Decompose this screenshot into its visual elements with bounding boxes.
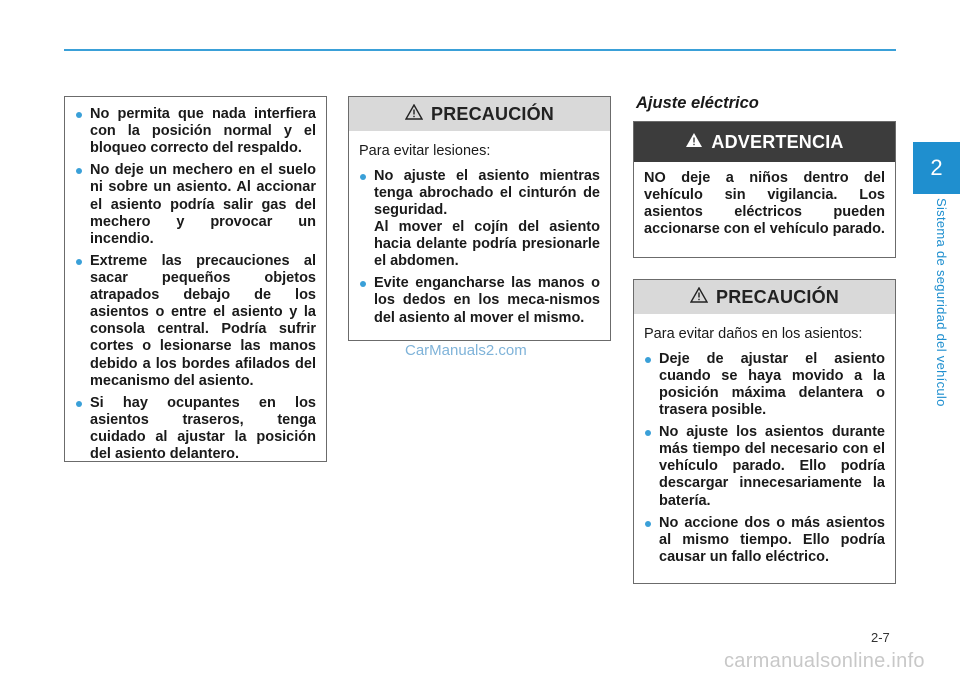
list-item: Si hay ocupantes en los asientos traseros, tenga cuidado al ajustar la posición del asiento delantero. — [75, 395, 316, 463]
watermark-carmanuals2: CarManuals2.com — [405, 342, 527, 359]
warning-header — [634, 122, 895, 162]
caution-triangle-icon — [690, 287, 708, 308]
warning-text: NO deje a niños dentro del vehículo sin vigilancia. Los asientos eléctricos pueden accionarse con el vehículo parado. — [644, 170, 885, 238]
section-title: Ajuste eléctrico — [636, 94, 759, 112]
caution-box-injuries — [348, 96, 611, 341]
caution-box-seats — [633, 279, 896, 584]
caution-intro: Para evitar lesiones: — [359, 143, 491, 159]
list-item: Extreme las precauciones al sacar pequeños objetos atrapados debajo de los asientos o entre el asiento y la consola central. Podría sufrir cortes o lesionarse las manos debido a los bordes afilados del mecanismo del asiento. — [75, 253, 316, 390]
caution-list — [644, 351, 885, 566]
list-item: No ajuste los asientos durante más tiempo del necesario con el vehículo parado. Ello podría descargar innecesariamente la batería. — [644, 424, 885, 510]
warning-box — [633, 121, 896, 258]
safety-notes-list — [75, 106, 316, 463]
caution-intro: Para evitar daños en los asientos: — [644, 326, 863, 342]
warning-triangle-icon — [685, 132, 703, 153]
list-item: Evite engancharse las manos o los dedos en los meca-nismos del asiento al mover el mismo. — [359, 275, 600, 326]
warning-title: ADVERTENCIA — [711, 131, 844, 152]
list-item: No deje un mechero en el suelo ni sobre un asiento. Al accionar el asiento podría salir gas del mechero y provocar un incendio. — [75, 162, 316, 248]
caution-triangle-icon — [405, 104, 423, 125]
caution-list — [359, 168, 600, 327]
caution-title: PRECAUCIÓN — [430, 103, 554, 124]
safety-notes-box — [64, 96, 327, 462]
list-item: No accione dos o más asientos al mismo tiempo. Ello podría causar un fallo eléctrico. — [644, 515, 885, 566]
list-item: Deje de ajustar el asiento cuando se haya movido a la posición máxima delantera o trasera posible. — [644, 351, 885, 419]
chapter-tab: 2 — [913, 142, 960, 194]
list-item: No permita que nada interfiera con la posición normal y el bloqueo correcto del respaldo. — [75, 106, 316, 157]
caution-header — [349, 97, 610, 131]
watermark-carmanualsonline: carmanualsonline.info — [724, 650, 925, 672]
header-rule — [64, 49, 896, 51]
chapter-name: Sistema de seguridad del vehículo — [934, 198, 949, 407]
list-item: No ajuste el asiento mientras tenga abrochado el cinturón de seguridad. Al mover el cojín del asiento hacia delante podría presionarle el abdomen. — [359, 168, 600, 271]
caution-header — [634, 280, 895, 314]
page-number: 2-7 — [871, 630, 890, 645]
caution-title: PRECAUCIÓN — [715, 286, 839, 307]
